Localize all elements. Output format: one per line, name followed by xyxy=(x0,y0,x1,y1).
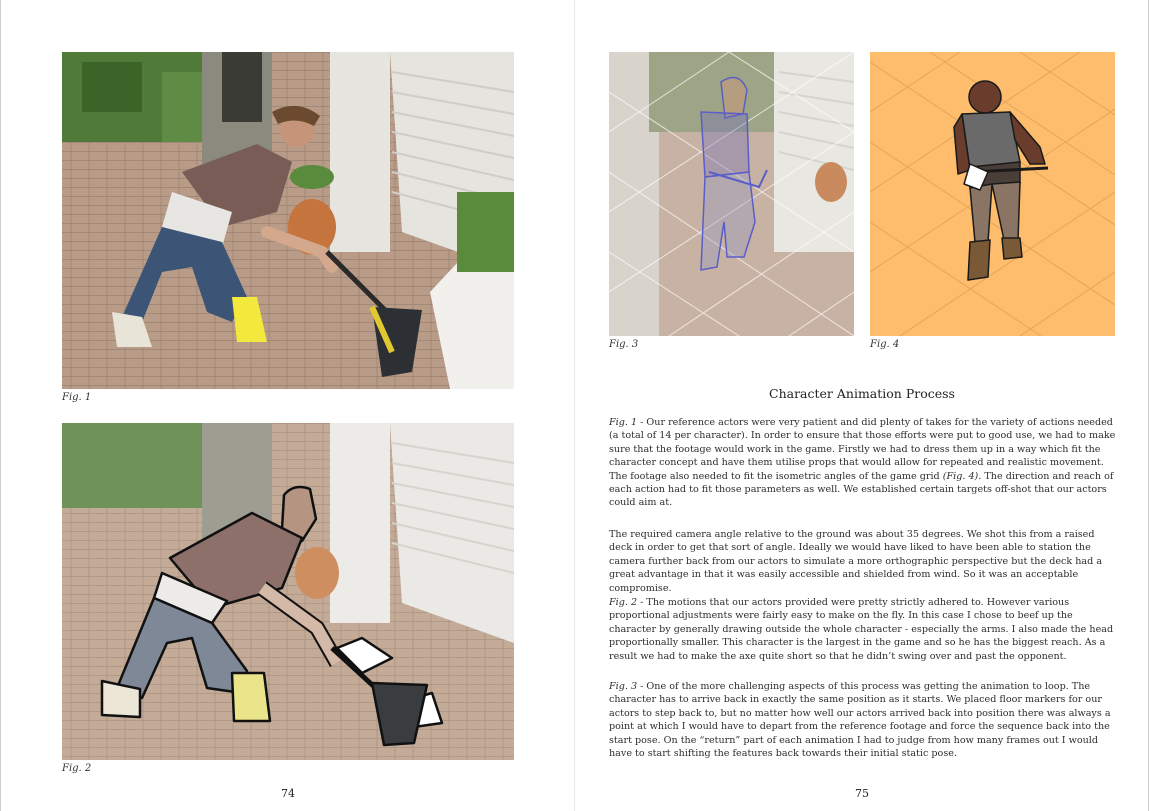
paragraph-fig1-tail: . The direction and reach of each action had to fit those parameters as well. We established certain targets off-shot that our actors could aim at. xyxy=(609,470,1114,509)
fig2-rotoscope-drawing xyxy=(62,423,514,760)
paragraph-fig3 xyxy=(609,680,1119,760)
section-title: Character Animation Process xyxy=(769,386,955,401)
fig3-caption: Fig. 3 xyxy=(609,339,639,350)
fig1-caption: Fig. 1 xyxy=(62,392,92,403)
paragraph-fig2-text: - The motions that our actors provided were pretty strictly adhered to. However various proportional adjustments were fairly easy to make on the fly. In this case I chose to beef up the character by generally drawing outside the whole character - especially the arms. I also made the head proportionally smaller. This character is the largest in the game and so he has the biggest reach. As a result we had to make the axe quite short so that he didn’t swing over and past the opponent. xyxy=(609,597,1114,662)
paragraph-fig1-ref: (Fig. 4) xyxy=(942,470,979,482)
fig4-final-sprite xyxy=(870,52,1115,336)
fig3-loop-overlay-photo xyxy=(609,52,854,336)
paragraph-camera-angle-text: The required camera angle relative to the ground was about 35 degrees. We shot this from a raised deck in order to get that sort of angle. Ideally we would have liked to have been able to station the camera further back from our actors to simulate a more orthographic perspective but the deck had a great advantage in that it was easily accessible and shielded from wind. So it was an acceptable compromise. xyxy=(609,529,1103,594)
paragraph-fig1 xyxy=(609,416,1119,510)
fig1-reference-photo xyxy=(62,52,514,389)
left-page-edge xyxy=(0,0,1,811)
paragraph-fig3-lead: Fig. 3 xyxy=(609,681,638,692)
left-page-number: 74 xyxy=(281,787,295,800)
fig4-caption: Fig. 4 xyxy=(870,339,900,350)
paragraph-camera-angle xyxy=(609,528,1119,595)
right-page-number: 75 xyxy=(855,787,869,800)
paragraph-fig1-lead: Fig. 1 xyxy=(609,417,638,428)
fig2-caption: Fig. 2 xyxy=(62,763,92,774)
paragraph-fig1-text: - Our reference actors were very patient and did plenty of takes for the variety of actions needed (a total of 14 per character). In order to ensure that those efforts were put to good use, we had to make sure that the footage would work in the game. Firstly we had to dress them up in a way which fit the character concept and have them utilise props that would allow for repeated and realistic movement. The footage also needed to fit the isometric angles of the game grid xyxy=(609,417,1116,482)
paragraph-fig3-text: - One of the more challenging aspects of this process was getting the animation to loop. The character has to arrive back in exactly the same position as it starts. We placed floor markers for our actors to step back to, but no matter how well our actors arrived back into position there was always a point at which I would have to depart from the reference footage and force the sequence back into the start pose. On the “return” part of each animation I had to judge from how many frames out I would have to start shifting the features back towards their initial static pose. xyxy=(609,681,1111,760)
paragraph-fig2 xyxy=(609,596,1119,663)
page-gutter xyxy=(574,0,575,811)
paragraph-fig2-lead: Fig. 2 xyxy=(609,597,638,608)
